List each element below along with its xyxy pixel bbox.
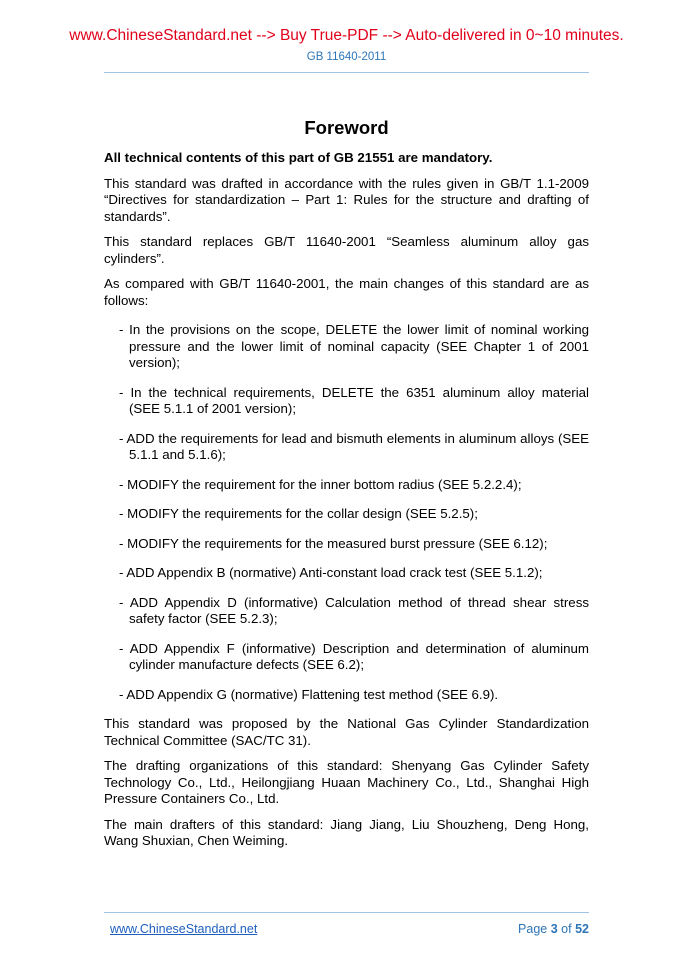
promo-banner[interactable]: www.ChineseStandard.net --> Buy True-PDF --> Auto-delivered in 0~10 minutes. (69, 27, 624, 44)
document-body (104, 150, 589, 859)
changes-intro-paragraph: As compared with GB/T 11640-2001, the main changes of this standard are as follows: (104, 276, 589, 308)
list-item: - MODIFY the requirements for the collar design (SEE 5.2.5); (119, 506, 478, 521)
proposer-paragraph: This standard was proposed by the National Gas Cylinder Standardization Technical Committee (SAC/TC 31). (104, 716, 589, 748)
header-divider (104, 72, 589, 73)
drafting-organizations-paragraph: The drafting organizations of this standard: Shenyang Gas Cylinder Safety Technology Co., Ltd., Heilongjiang Huaan Machinery Co., Ltd., Shanghai High Pressure Containers Co., Ltd. (104, 758, 589, 806)
page-title: Foreword (304, 117, 389, 138)
list-item: - ADD Appendix G (normative) Flattening test method (SEE 6.9). (119, 686, 499, 702)
list-item: - ADD Appendix B (normative) Anti-constant load crack test (SEE 5.1.2); (119, 565, 543, 580)
document-id-header: GB 11640-2011 (306, 51, 387, 63)
page-label: Page (518, 922, 548, 936)
list-item: - MODIFY the requirements for the measured burst pressure (SEE 6.12); (119, 535, 548, 551)
page-current: 3 (550, 922, 558, 936)
list-item: - In the provisions on the scope, DELETE the lower limit of nominal working pressure and the lower limit of nominal capacity (SEE Chapter 1 of 2001 version); (119, 322, 589, 370)
drafters-paragraph: The main drafters of this standard: Jiang Jiang, Liu Shouzheng, Deng Hong, Wang Shuxian, Chen Weiming. (104, 816, 589, 848)
list-item: - ADD the requirements for lead and bismuth elements in aluminum alloys (SEE 5.1.1 and 5.1.6); (119, 430, 589, 462)
list-item: - ADD Appendix D (informative) Calculation method of thread shear stress safety factor (SEE 5.2.3); (119, 594, 589, 626)
page-of: of (561, 922, 572, 936)
page-number (518, 922, 589, 937)
list-item: - In the technical requirements, DELETE the 6351 aluminum alloy material (SEE 5.1.1 of 2001 version); (119, 384, 589, 416)
drafting-rules-paragraph: This standard was drafted in accordance with the rules given in GB/T 1.1-2009 “Directives for standardization – Part 1: Rules for the structure and drafting of standards”. (104, 175, 589, 224)
list-item: - MODIFY the requirement for the inner bottom radius (SEE 5.2.2.4); (119, 476, 522, 492)
mandatory-statement: All technical contents of this part of GB 21551 are mandatory. (104, 150, 493, 165)
list-item: - ADD Appendix F (informative) Description and determination of aluminum cylinder manufacture defects (SEE 6.2); (119, 640, 589, 672)
footer-website-link[interactable]: www.ChineseStandard.net (110, 922, 258, 936)
changes-list (104, 322, 589, 703)
page-total: 52 (575, 922, 589, 936)
footer-divider (104, 912, 589, 913)
replacement-paragraph: This standard replaces GB/T 11640-2001 “Seamless aluminum alloy gas cylinders”. (104, 234, 589, 266)
